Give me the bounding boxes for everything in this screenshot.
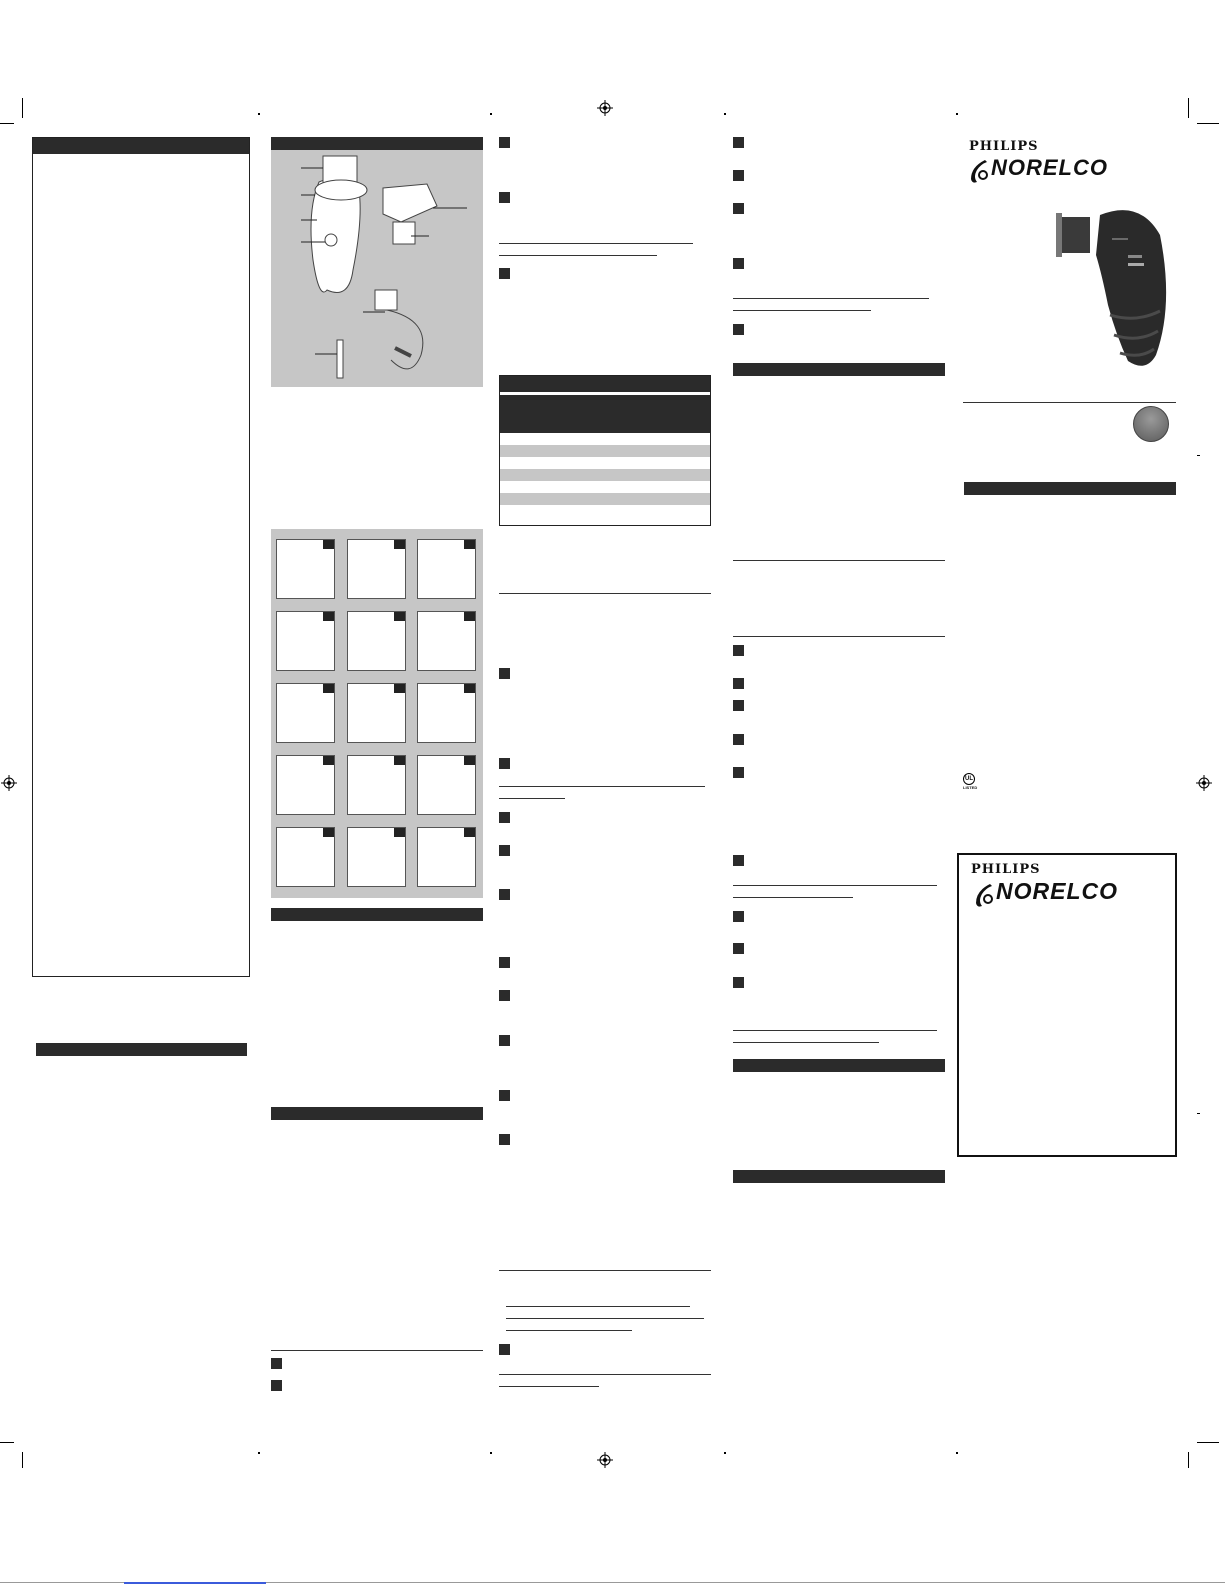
square-bullet-icon [499,758,510,769]
underline [733,1030,937,1031]
registration-target-icon [1,775,17,791]
section-header-bar [964,482,1176,495]
ul-mark-text: UL [965,776,973,782]
square-bullet-icon [733,203,744,214]
underline [499,1386,599,1387]
section-header-bar [733,1170,945,1183]
step-illustration [347,539,406,599]
step-illustration [276,611,335,671]
boxed-section-header-bar [33,138,249,154]
square-bullet-icon [499,990,510,1001]
square-bullet-icon [733,977,744,988]
brand-box [957,853,1177,1157]
step-illustration [417,683,476,743]
square-bullet-icon [271,1358,282,1369]
table-row [500,481,710,493]
divider-line [499,1270,711,1271]
brand-norelco: NORELCO [996,878,1118,904]
square-bullet-icon [733,911,744,922]
registration-target-icon [597,100,613,116]
square-bullet-icon [499,845,510,856]
square-bullet-icon [733,678,744,689]
gray-circle-badge [1133,406,1169,442]
square-bullet-icon [733,170,744,181]
square-bullet-icon [733,700,744,711]
table-row [500,457,710,469]
step-illustration [417,539,476,599]
square-bullet-icon [733,258,744,269]
figure-header-bar [271,137,483,150]
brand-philips: PHILIPS [969,139,1039,154]
step-illustration [276,827,335,887]
step-illustration [347,827,406,887]
step-illustrations-panel [271,529,483,898]
table-subheader [500,395,710,433]
norelco-logo [967,155,1107,187]
underline [733,1042,879,1043]
section-header-bar [271,1107,483,1120]
square-bullet-icon [733,855,744,866]
ul-listed-text: LISTED [963,785,978,790]
underline [499,786,705,787]
square-bullet-icon [733,767,744,778]
underline [499,798,565,799]
product-photo [1056,195,1176,375]
registration-target-icon [1196,775,1212,791]
underline [506,1330,632,1331]
step-illustration [276,539,335,599]
square-bullet-icon [499,668,510,679]
divider-line [271,1350,483,1351]
square-bullet-icon [499,957,510,968]
table-row [500,433,710,445]
table-row [500,505,710,517]
step-illustration [417,611,476,671]
square-bullet-icon [733,943,744,954]
section-header-bar [36,1043,247,1056]
underline [733,885,937,886]
step-illustration [276,683,335,743]
square-bullet-icon [733,734,744,745]
square-bullet-icon [499,889,510,900]
table-row [500,493,710,505]
step-illustration [347,683,406,743]
norelco-swoosh-icon [972,880,996,910]
section-header-bar [733,1059,945,1072]
table-row [500,445,710,457]
underline [733,310,871,311]
step-illustration [347,611,406,671]
underline [499,243,693,244]
underline [499,255,657,256]
product-overview-figure [271,150,483,387]
square-bullet-icon [733,137,744,148]
registration-target-icon [597,1452,613,1468]
step-illustration [417,827,476,887]
underline [733,897,853,898]
divider-line [733,636,945,637]
settings-table [499,375,711,526]
brand-philips: PHILIPS [971,862,1041,877]
norelco-logo [972,878,1122,912]
square-bullet-icon [499,1035,510,1046]
square-bullet-icon [499,137,510,148]
norelco-swoosh-icon [967,157,991,185]
section-header-bar [733,363,945,376]
square-bullet-icon [733,324,744,335]
underline [506,1306,690,1307]
ul-circle-icon [963,773,975,785]
brand-norelco: NORELCO [991,155,1108,180]
underline [499,1374,711,1375]
square-bullet-icon [499,1344,510,1355]
divider-line [499,593,711,594]
table-row [500,469,710,481]
step-illustration [276,755,335,815]
square-bullet-icon [499,812,510,823]
section-header-bar [271,908,483,921]
square-bullet-icon [499,1134,510,1145]
square-bullet-icon [733,645,744,656]
divider-line [963,402,1176,403]
divider-line [733,560,945,561]
table-header [500,376,710,392]
ul-listed-mark [963,773,977,791]
underline [733,298,929,299]
underline [506,1318,704,1319]
square-bullet-icon [499,192,510,203]
step-illustration [417,755,476,815]
bottom-link-underline[interactable] [124,1582,266,1584]
square-bullet-icon [499,268,510,279]
square-bullet-icon [271,1380,282,1391]
step-illustration [347,755,406,815]
boxed-section [32,137,250,977]
square-bullet-icon [499,1090,510,1101]
